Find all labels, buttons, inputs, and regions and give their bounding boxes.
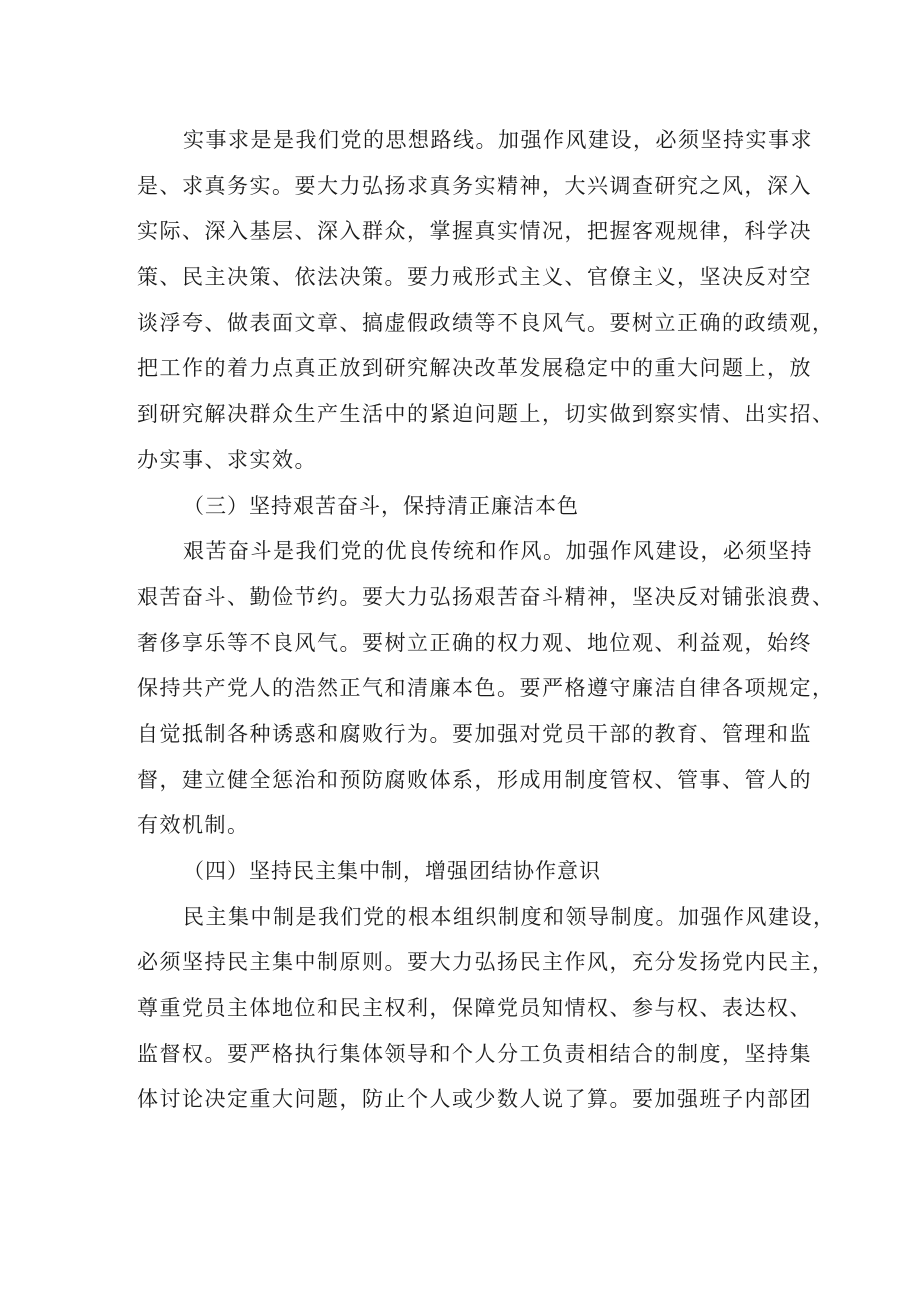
text-line: 体讨论决定重大问题，防止个人或少数人说了算。要加强班子内部团	[137, 1087, 812, 1112]
text-line: 自觉抵制各种诱惑和腐败行为。要加强对党员干部的教育、管理和监	[137, 721, 812, 746]
text-line: 艰苦奋斗是我们党的优良传统和作风。加强作风建设，必须坚持	[183, 539, 813, 564]
heading-text: （三）坚持艰苦奋斗，保持清正廉洁本色	[183, 493, 579, 518]
paragraph-democratic-centralism	[137, 895, 836, 1123]
text-line: 策、民主决策、依法决策。要力戒形式主义、官僚主义，坚决反对空	[137, 265, 812, 290]
text-line: 实际、深入基层、深入群众，掌握真实情况，把握客观规律，科学决	[137, 219, 812, 244]
text-line: 把工作的着力点真正放到研究解决改革发展稳定中的重大问题上，放	[137, 356, 812, 381]
text-line: 督，建立健全惩治和预防腐败体系，形成用制度管权、管事、管人的	[137, 767, 812, 792]
paragraph-hard-work	[137, 529, 835, 849]
text-line: 尊重党员主体地位和民主权利，保障党员知情权、参与权、表达权、	[137, 996, 812, 1021]
text-line: 到研究解决群众生产生活中的紧迫问题上，切实做到察实情、出实招、	[137, 402, 835, 427]
text-line: 谈浮夸、做表面文章、搞虚假政绩等不良风气。要树立正确的政绩观，	[137, 310, 835, 335]
section-heading-4	[137, 849, 797, 895]
text-line: 办实事、求实效。	[137, 447, 317, 472]
text-line: 必须坚持民主集中制原则。要大力弘扬民主作风，充分发扬党内民主，	[137, 950, 835, 975]
heading-text: （四）坚持民主集中制，增强团结协作意识	[183, 859, 601, 883]
text-line: 是、求真务实。要大力弘扬求真务实精神，大兴调查研究之风，深入	[137, 173, 812, 198]
text-line: 监督权。要严格执行集体领导和个人分工负责相结合的制度，坚持集	[137, 1041, 812, 1066]
text-line: 民主集中制是我们党的根本组织制度和领导制度。加强作风建设，	[183, 904, 836, 929]
text-line: 保持共产党人的浩然正气和清廉本色。要严格遵守廉洁自律各项规定，	[137, 676, 835, 701]
text-line: 艰苦奋斗、勤俭节约。要大力弘扬艰苦奋斗精神，坚决反对铺张浪费、	[137, 584, 835, 609]
text-line: 奢侈享乐等不良风气。要树立正确的权力观、地位观、利益观，始终	[137, 630, 812, 655]
paragraph-seek-truth	[137, 118, 835, 484]
text-line: 有效机制。	[137, 813, 250, 838]
document-page	[137, 118, 836, 1123]
text-line: 实事求是是我们党的思想路线。加强作风建设，必须坚持实事求	[183, 128, 813, 152]
section-heading-3	[137, 484, 797, 530]
